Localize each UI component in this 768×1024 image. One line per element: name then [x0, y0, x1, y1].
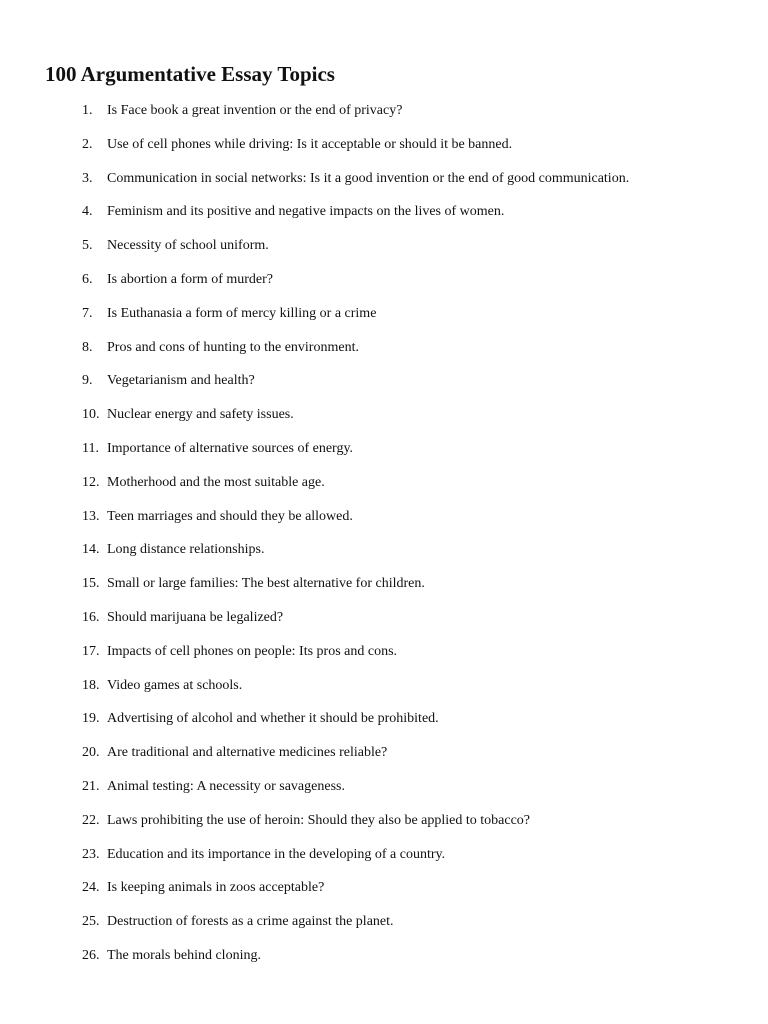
topic-text: Are traditional and alternative medicines reliable?: [107, 745, 388, 761]
topic-text: Teen marriages and should they be allowed.: [107, 508, 353, 524]
topic-text: Laws prohibiting the use of heroin: Should they also be applied to tobacco?: [107, 812, 531, 828]
topic-number: 11.: [82, 440, 99, 456]
topic-text: Animal testing: A necessity or savageness.: [107, 778, 345, 794]
topic-number: 26.: [82, 947, 100, 963]
topic-text: Vegetarianism and health?: [107, 373, 255, 389]
topic-number: 17.: [82, 643, 100, 659]
topic-number: 10.: [82, 407, 100, 423]
topic-text: Is keeping animals in zoos acceptable?: [107, 880, 325, 896]
topic-text: Education and its importance in the developing of a country.: [107, 846, 446, 862]
topic-number: 9.: [82, 373, 93, 389]
topic-text: Destruction of forests as a crime against the planet.: [107, 914, 394, 930]
topic-text: Necessity of school uniform.: [107, 238, 269, 254]
topic-number: 23.: [82, 846, 100, 862]
topic-text: The morals behind cloning.: [107, 947, 261, 963]
topic-number: 19.: [82, 711, 100, 727]
topic-number: 2.: [82, 136, 93, 152]
topic-number: 15.: [82, 576, 100, 592]
topic-text: Motherhood and the most suitable age.: [107, 474, 325, 490]
topic-number: 7.: [82, 305, 93, 321]
topic-text: Pros and cons of hunting to the environment.: [107, 339, 359, 355]
topic-text: Is Face book a great invention or the end of privacy?: [107, 103, 403, 118]
topic-number: 14.: [82, 542, 100, 558]
topic-number: 24.: [82, 880, 100, 896]
topic-text: Feminism and its positive and negative impacts on the lives of women.: [107, 204, 505, 220]
topic-number: 22.: [82, 812, 100, 828]
topic-number: 5.: [82, 238, 93, 254]
topic-number: 4.: [82, 204, 93, 220]
topic-text: Communication in social networks: Is it a good invention or the end of good communication.: [107, 170, 630, 186]
topic-number: 18.: [82, 677, 100, 693]
topic-number: 20.: [82, 745, 100, 761]
topic-number: 6.: [82, 271, 93, 287]
topic-text: Is abortion a form of murder?: [107, 271, 273, 287]
topic-text: Importance of alternative sources of energy.: [107, 440, 354, 456]
topic-number: 1.: [82, 103, 93, 118]
topic-text: Is Euthanasia a form of mercy killing or a crime: [107, 305, 377, 321]
topic-text: Impacts of cell phones on people: Its pros and cons.: [107, 643, 398, 659]
topic-text: Long distance relationships.: [107, 542, 265, 558]
topic-number: 12.: [82, 474, 100, 490]
topic-text: Small or large families: The best alternative for children.: [107, 576, 425, 592]
topic-number: 21.: [82, 778, 100, 794]
topic-text: Should marijuana be legalized?: [107, 609, 284, 625]
topic-number: 13.: [82, 508, 100, 524]
document-title: 100 Argumentative Essay Topics: [45, 62, 335, 86]
topic-number: 8.: [82, 339, 93, 355]
topic-text: Nuclear energy and safety issues.: [107, 407, 294, 423]
topic-number: 3.: [82, 170, 93, 186]
topic-number: 25.: [82, 914, 100, 930]
topic-text: Use of cell phones while driving: Is it acceptable or should it be banned.: [107, 136, 513, 152]
topic-text: Video games at schools.: [107, 677, 243, 693]
topic-number: 16.: [82, 609, 100, 625]
topic-text: Advertising of alcohol and whether it should be prohibited.: [107, 711, 439, 727]
